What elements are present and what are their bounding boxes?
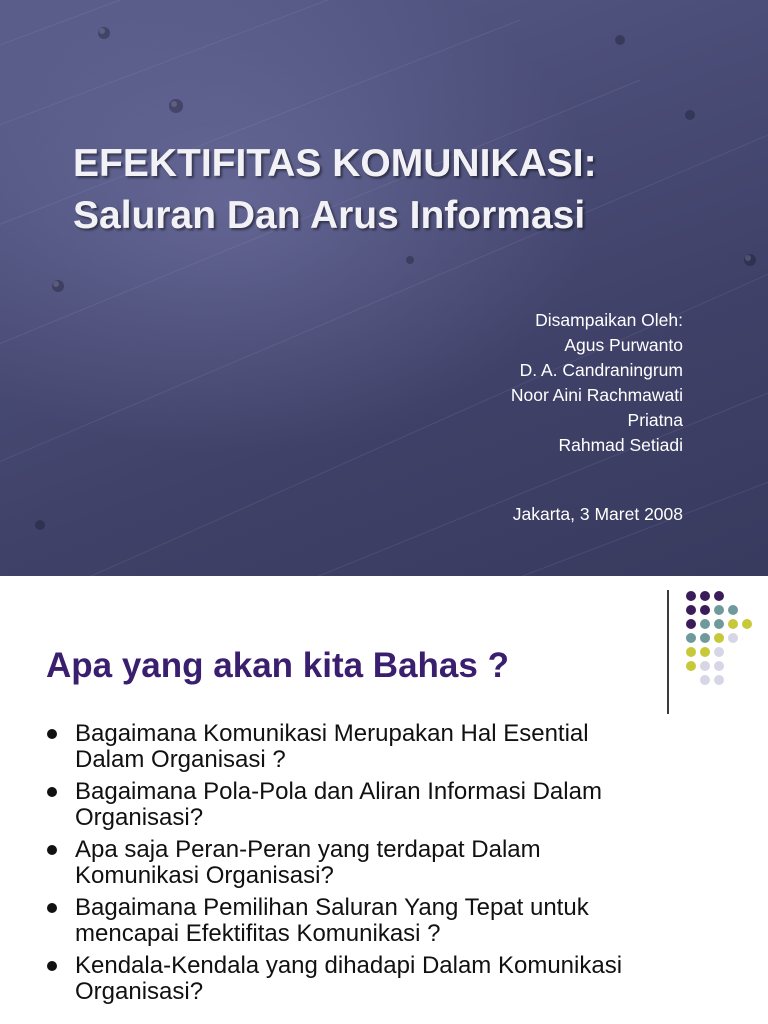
presentation-title — [73, 138, 733, 242]
list-item — [46, 953, 746, 1004]
dot-lavender — [714, 647, 724, 657]
vertical-divider — [667, 590, 669, 714]
dot-purple — [686, 619, 696, 629]
bullet-dot-icon — [47, 729, 57, 739]
dot-teal — [686, 633, 696, 643]
presenter-name: Rahmad Setiadi — [558, 435, 683, 455]
dot-lime — [686, 661, 696, 671]
dot-lavender — [700, 661, 710, 671]
dot-purple — [686, 605, 696, 615]
dot-lavender — [700, 675, 710, 685]
title-line-1: EFEKTIFITAS KOMUNIKASI: — [73, 142, 597, 185]
bullet-dot-icon — [47, 845, 57, 855]
dot-teal — [728, 605, 738, 615]
dot-teal — [700, 633, 710, 643]
dot-purple — [700, 605, 710, 615]
bullet-text-line: Kendala-Kendala yang dihadapi Dalam Komunikasi — [75, 952, 623, 979]
bullet-dot-icon — [47, 903, 57, 913]
list-item — [46, 837, 746, 888]
presenters-block — [511, 308, 683, 458]
bullet-text-line: Komunikasi Organisasi? — [75, 861, 334, 889]
dot-lime — [728, 619, 738, 629]
agenda-slide — [0, 576, 768, 1024]
presenter-name: Agus Purwanto — [564, 335, 683, 355]
title-line-2: Saluran Dan Arus Informasi — [73, 194, 586, 237]
dot-purple — [714, 591, 724, 601]
dot-lime — [714, 633, 724, 643]
bullet-text-line: Bagaimana Pemilihan Saluran Yang Tepat untuk — [75, 894, 589, 921]
dot-lime — [686, 647, 696, 657]
dot-lavender — [728, 633, 738, 643]
bullet-text-line: Bagaimana Komunikasi Merupakan Hal Esential — [75, 720, 589, 747]
bullet-text-line: Bagaimana Pola-Pola dan Aliran Informasi Dalam — [75, 778, 602, 805]
dot-teal — [714, 619, 724, 629]
bullet-text-line: Organisasi? — [75, 803, 204, 831]
dot-teal — [714, 605, 724, 615]
presenter-name: Priatna — [627, 410, 683, 430]
dot-lime — [700, 647, 710, 657]
presented-by-label: Disampaikan Oleh: — [535, 310, 683, 330]
dot-purple — [686, 591, 696, 601]
bullet-text-line: mencapai Efektifitas Komunikasi ? — [75, 919, 441, 947]
dot-lavender — [714, 661, 724, 671]
presenter-name: D. A. Candraningrum — [519, 360, 683, 380]
list-item — [46, 895, 746, 946]
bullet-dot-icon — [47, 787, 57, 797]
dot-lavender — [714, 675, 724, 685]
bullet-text-line: Dalam Organisasi ? — [75, 745, 286, 773]
bullet-text-line: Organisasi? — [75, 977, 204, 1005]
bullet-dot-icon — [47, 961, 57, 971]
bullet-text-line: Apa saja Peran-Peran yang terdapat Dalam — [75, 836, 541, 863]
presenter-name: Noor Aini Rachmawati — [510, 385, 683, 405]
list-item — [46, 721, 746, 772]
agenda-bullet-list — [46, 721, 746, 1011]
dot-teal — [700, 619, 710, 629]
dot-lime — [742, 619, 752, 629]
dot-purple — [700, 591, 710, 601]
agenda-title: Apa yang akan kita Bahas ? — [46, 646, 509, 685]
list-item — [46, 779, 746, 830]
decorative-dot-grid — [686, 591, 756, 701]
presentation-date: Jakarta, 3 Maret 2008 — [512, 504, 683, 524]
